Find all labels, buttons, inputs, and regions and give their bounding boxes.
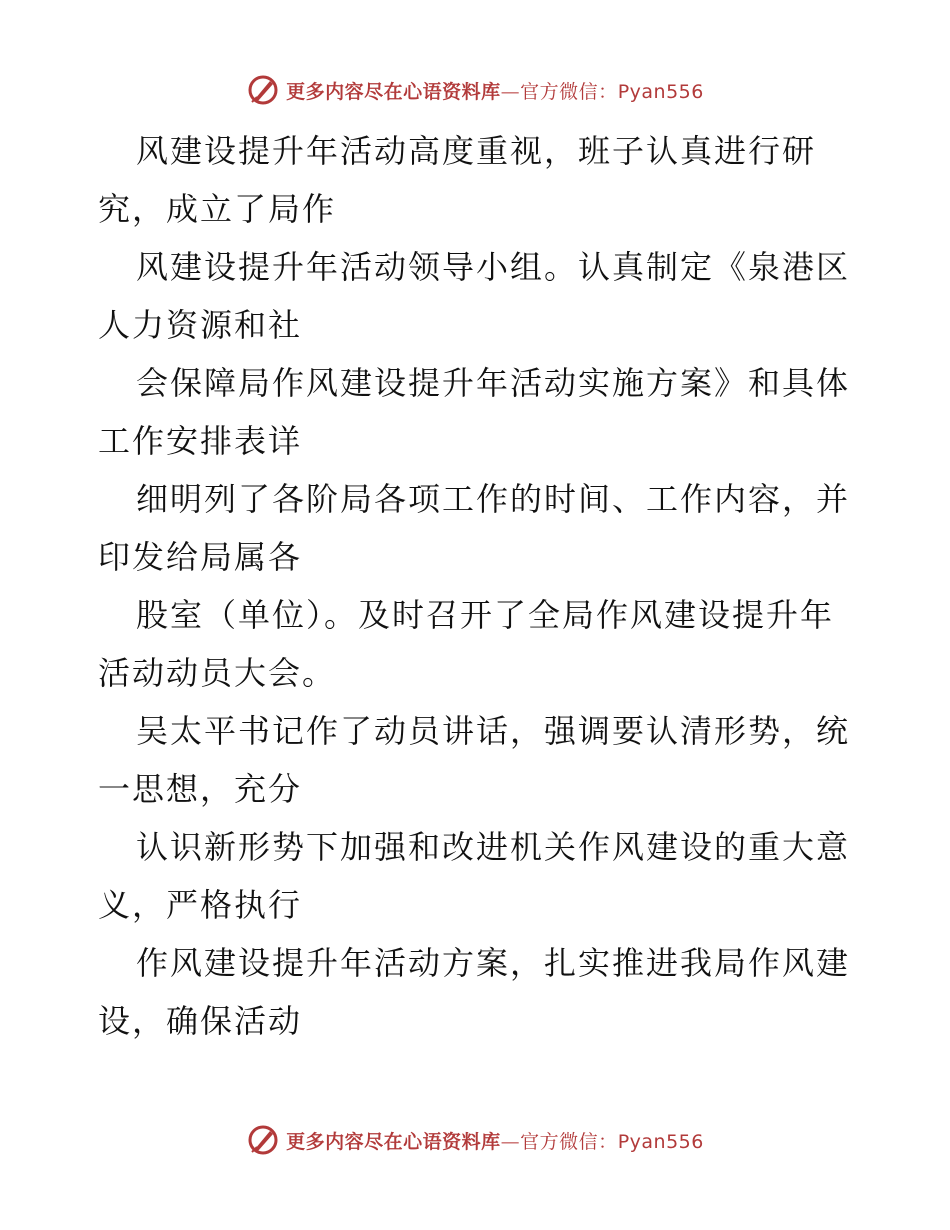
watermark-wechat-id: Pyan556 xyxy=(617,1130,704,1153)
paragraph xyxy=(98,122,858,238)
watermark-text xyxy=(286,77,704,104)
paragraph-line: 股室（单位）。及时召开了全局作风建设提升年 xyxy=(136,596,835,634)
watermark-text xyxy=(286,1127,704,1154)
paragraph-line: 义，严格执行 xyxy=(98,886,303,924)
feather-seal-icon xyxy=(246,73,280,107)
watermark-brand: 更多内容尽在心语资料库 xyxy=(286,80,501,103)
paragraph-line: 一思想，充分 xyxy=(98,770,303,808)
paragraph-line: 风建设提升年活动高度重视，班子认真进行研 xyxy=(136,132,817,170)
paragraph-line: 风建设提升年活动领导小组。认真制定《泉港区 xyxy=(136,248,851,286)
watermark-brand: 更多内容尽在心语资料库 xyxy=(286,1130,501,1153)
paragraph-line: 细明列了各阶局各项工作的时间、工作内容，并 xyxy=(136,480,851,518)
paragraph xyxy=(98,818,858,934)
watermark-dash: — xyxy=(500,1130,521,1153)
paragraph-line: 究，成立了局作 xyxy=(98,190,337,228)
watermark-wechat-id: Pyan556 xyxy=(617,80,704,103)
paragraph xyxy=(98,586,858,702)
watermark-official-label: 官方微信： xyxy=(520,1130,618,1153)
paragraph xyxy=(98,470,858,586)
paragraph xyxy=(98,702,858,818)
paragraph-line: 设，确保活动 xyxy=(98,1002,303,1040)
paragraph-line: 认识新形势下加强和改进机关作风建设的重大意 xyxy=(136,828,851,866)
feather-seal-icon xyxy=(246,1123,280,1157)
paragraph-line: 吴太平书记作了动员讲话，强调要认清形势，统 xyxy=(136,712,851,750)
paragraph-line: 会保障局作风建设提升年活动实施方案》和具体 xyxy=(136,364,851,402)
watermark-dash: — xyxy=(500,80,521,103)
header-watermark xyxy=(0,70,950,110)
paragraph-line: 活动动员大会。 xyxy=(98,654,337,692)
paragraph xyxy=(98,354,858,470)
watermark-official-label: 官方微信： xyxy=(520,80,618,103)
paragraph-line: 工作安排表详 xyxy=(98,422,303,460)
footer-watermark xyxy=(0,1120,950,1160)
paragraph-line: 作风建设提升年活动方案，扎实推进我局作风建 xyxy=(136,944,851,982)
paragraph-line: 人力资源和社 xyxy=(98,306,303,344)
document-body xyxy=(98,122,858,1050)
paragraph-line: 印发给局属各 xyxy=(98,538,303,576)
paragraph xyxy=(98,934,858,1050)
paragraph xyxy=(98,238,858,354)
